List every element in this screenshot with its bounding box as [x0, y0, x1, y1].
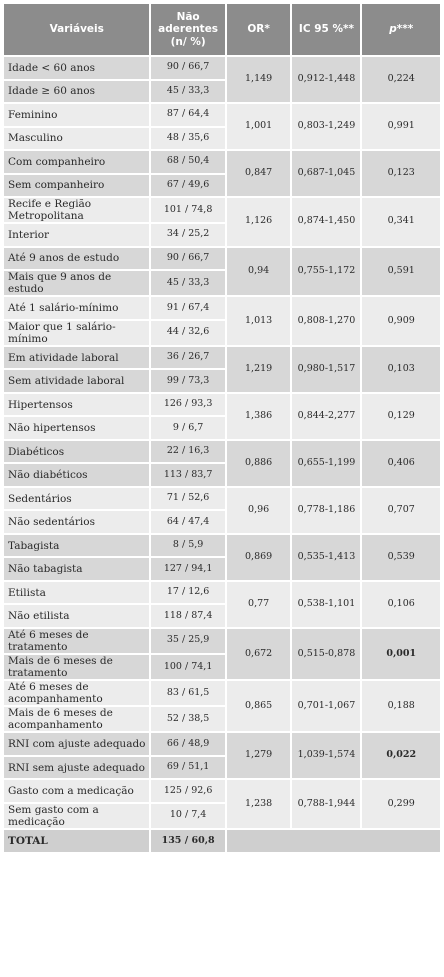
- p-value: 0,188: [362, 681, 440, 731]
- p-value: 0,341: [362, 198, 440, 246]
- variable-label: Maior que 1 salário-mínimo: [4, 321, 149, 345]
- non-adherent-value: 17 / 12,6: [151, 582, 224, 604]
- table-row: [4, 151, 440, 173]
- non-adherent-value: 87 / 64,4: [151, 104, 224, 126]
- confidence-interval: 0,912-1,448: [292, 57, 360, 102]
- odds-ratio: 1,279: [227, 733, 291, 778]
- non-adherent-value: 35 / 25,9: [151, 629, 224, 653]
- variable-label: Mais que 9 anos de estudo: [4, 271, 149, 295]
- variable-label: Masculino: [4, 128, 149, 150]
- non-adherent-value: 10 / 7,4: [151, 804, 224, 828]
- variable-label: Não etilista: [4, 605, 149, 627]
- non-adherent-value: 71 / 52,6: [151, 488, 224, 510]
- p-value: 0,106: [362, 582, 440, 627]
- variable-label: Não tabagista: [4, 558, 149, 580]
- non-adherent-value: 48 / 35,6: [151, 128, 224, 150]
- non-adherent-value: 90 / 66,7: [151, 248, 224, 270]
- non-adherent-value: 127 / 94,1: [151, 558, 224, 580]
- non-adherent-value: 44 / 32,6: [151, 321, 224, 345]
- variable-label: Em atividade laboral: [4, 347, 149, 369]
- table-row: [4, 57, 440, 79]
- variable-label: Até 6 meses de tratamento: [4, 629, 149, 653]
- variable-label: RNI com ajuste adequado: [4, 733, 149, 755]
- table-row: [4, 629, 440, 653]
- p-value: 0,103: [362, 347, 440, 392]
- non-adherent-value: 125 / 92,6: [151, 780, 224, 802]
- non-adherent-value: 8 / 5,9: [151, 535, 224, 557]
- non-adherent-value: 90 / 66,7: [151, 57, 224, 79]
- confidence-interval: 0,808-1,270: [292, 297, 360, 345]
- confidence-interval: 0,655-1,199: [292, 441, 360, 486]
- variable-label: Interior: [4, 224, 149, 246]
- non-adherent-value: 36 / 26,7: [151, 347, 224, 369]
- header-variables: Variáveis: [4, 4, 149, 55]
- variable-label: Mais de 6 meses de acompanhamento: [4, 707, 149, 731]
- p-value: 0,991: [362, 104, 440, 149]
- confidence-interval: 0,844-2,277: [292, 394, 360, 439]
- table-row: [4, 535, 440, 557]
- non-adherent-value: 126 / 93,3: [151, 394, 224, 416]
- confidence-interval: 0,803-1,249: [292, 104, 360, 149]
- table-row: [4, 488, 440, 510]
- p-value: 0,539: [362, 535, 440, 580]
- confidence-interval: 0,701-1,067: [292, 681, 360, 731]
- variable-label: Tabagista: [4, 535, 149, 557]
- odds-ratio: 1,386: [227, 394, 291, 439]
- table-row: [4, 104, 440, 126]
- odds-ratio: 1,126: [227, 198, 291, 246]
- variable-label: Feminino: [4, 104, 149, 126]
- variable-label: Até 9 anos de estudo: [4, 248, 149, 270]
- table-page: [2, 2, 442, 975]
- table-row: [4, 441, 440, 463]
- p-value: 0,909: [362, 297, 440, 345]
- variable-label: Com companheiro: [4, 151, 149, 173]
- non-adherent-value: 67 / 49,6: [151, 175, 224, 197]
- odds-ratio: 1,238: [227, 780, 291, 828]
- header-or: OR*: [227, 4, 291, 55]
- p-value: 0,591: [362, 248, 440, 296]
- non-adherent-value: 118 / 87,4: [151, 605, 224, 627]
- confidence-interval: 0,778-1,186: [292, 488, 360, 533]
- non-adherent-value: 101 / 74,8: [151, 198, 224, 222]
- non-adherent-value: 22 / 16,3: [151, 441, 224, 463]
- table-row: [4, 780, 440, 802]
- confidence-interval: 0,788-1,944: [292, 780, 360, 828]
- confidence-interval: 0,538-1,101: [292, 582, 360, 627]
- non-adherent-value: 45 / 33,3: [151, 271, 224, 295]
- odds-ratio: 0,865: [227, 681, 291, 731]
- p-value: 0,406: [362, 441, 440, 486]
- odds-ratio: 0,847: [227, 151, 291, 196]
- table-row: [4, 347, 440, 369]
- confidence-interval: 1,039-1,574: [292, 733, 360, 778]
- variable-label: Mais de 6 meses de tratamento: [4, 655, 149, 679]
- variable-label: Hipertensos: [4, 394, 149, 416]
- p-value: 0,022: [362, 733, 440, 778]
- non-adherent-value: 113 / 83,7: [151, 464, 224, 486]
- total-blank: [227, 830, 440, 852]
- variable-label: Até 6 meses de acompanhamento: [4, 681, 149, 705]
- variable-label: Idade ≥ 60 anos: [4, 81, 149, 103]
- non-adherent-value: 100 / 74,1: [151, 655, 224, 679]
- variable-label: Não sedentários: [4, 511, 149, 533]
- non-adherent-value: 91 / 67,4: [151, 297, 224, 319]
- non-adherent-value: 68 / 50,4: [151, 151, 224, 173]
- odds-ratio: 0,886: [227, 441, 291, 486]
- odds-ratio: 1,013: [227, 297, 291, 345]
- odds-ratio: 1,149: [227, 57, 291, 102]
- table-row: [4, 198, 440, 222]
- header-row: [4, 4, 440, 55]
- variable-label: RNI sem ajuste adequado: [4, 757, 149, 779]
- adherence-table: [2, 2, 442, 854]
- non-adherent-value: 69 / 51,1: [151, 757, 224, 779]
- table-row: [4, 248, 440, 270]
- confidence-interval: 0,755-1,172: [292, 248, 360, 296]
- non-adherent-value: 52 / 38,5: [151, 707, 224, 731]
- variable-label: Até 1 salário-mínimo: [4, 297, 149, 319]
- non-adherent-value: 34 / 25,2: [151, 224, 224, 246]
- p-value: 0,129: [362, 394, 440, 439]
- variable-label: Recife e Região Metropolitana: [4, 198, 149, 222]
- odds-ratio: 0,94: [227, 248, 291, 296]
- header-non-adherent: Não aderentes (n/ %): [151, 4, 224, 55]
- table-row: [4, 297, 440, 319]
- odds-ratio: 1,001: [227, 104, 291, 149]
- p-value: 0,224: [362, 57, 440, 102]
- table-row: [4, 681, 440, 705]
- non-adherent-value: 83 / 61,5: [151, 681, 224, 705]
- variable-label: Etilista: [4, 582, 149, 604]
- odds-ratio: 0,869: [227, 535, 291, 580]
- variable-label: Sedentários: [4, 488, 149, 510]
- table-body: [4, 57, 440, 852]
- table-row: [4, 582, 440, 604]
- p-value: 0,707: [362, 488, 440, 533]
- p-value: 0,299: [362, 780, 440, 828]
- total-label: TOTAL: [4, 830, 149, 852]
- confidence-interval: 0,874-1,450: [292, 198, 360, 246]
- total-row: [4, 830, 440, 852]
- total-value: 135 / 60,8: [151, 830, 224, 852]
- header-ci: IC 95 %**: [292, 4, 360, 55]
- variable-label: Gasto com a medicação: [4, 780, 149, 802]
- confidence-interval: 0,535-1,413: [292, 535, 360, 580]
- confidence-interval: 0,687-1,045: [292, 151, 360, 196]
- p-value: 0,001: [362, 629, 440, 679]
- variable-label: Sem companheiro: [4, 175, 149, 197]
- table-row: [4, 394, 440, 416]
- header-p: p***: [362, 4, 440, 55]
- non-adherent-value: 66 / 48,9: [151, 733, 224, 755]
- non-adherent-value: 99 / 73,3: [151, 370, 224, 392]
- non-adherent-value: 45 / 33,3: [151, 81, 224, 103]
- odds-ratio: 0,77: [227, 582, 291, 627]
- odds-ratio: 0,96: [227, 488, 291, 533]
- confidence-interval: 0,980-1,517: [292, 347, 360, 392]
- table-row: [4, 733, 440, 755]
- variable-label: Não diabéticos: [4, 464, 149, 486]
- variable-label: Sem gasto com a medicação: [4, 804, 149, 828]
- odds-ratio: 1,219: [227, 347, 291, 392]
- variable-label: Idade < 60 anos: [4, 57, 149, 79]
- confidence-interval: 0,515-0,878: [292, 629, 360, 679]
- variable-label: Não hipertensos: [4, 417, 149, 439]
- odds-ratio: 0,672: [227, 629, 291, 679]
- p-value: 0,123: [362, 151, 440, 196]
- variable-label: Diabéticos: [4, 441, 149, 463]
- non-adherent-value: 64 / 47,4: [151, 511, 224, 533]
- non-adherent-value: 9 / 6,7: [151, 417, 224, 439]
- variable-label: Sem atividade laboral: [4, 370, 149, 392]
